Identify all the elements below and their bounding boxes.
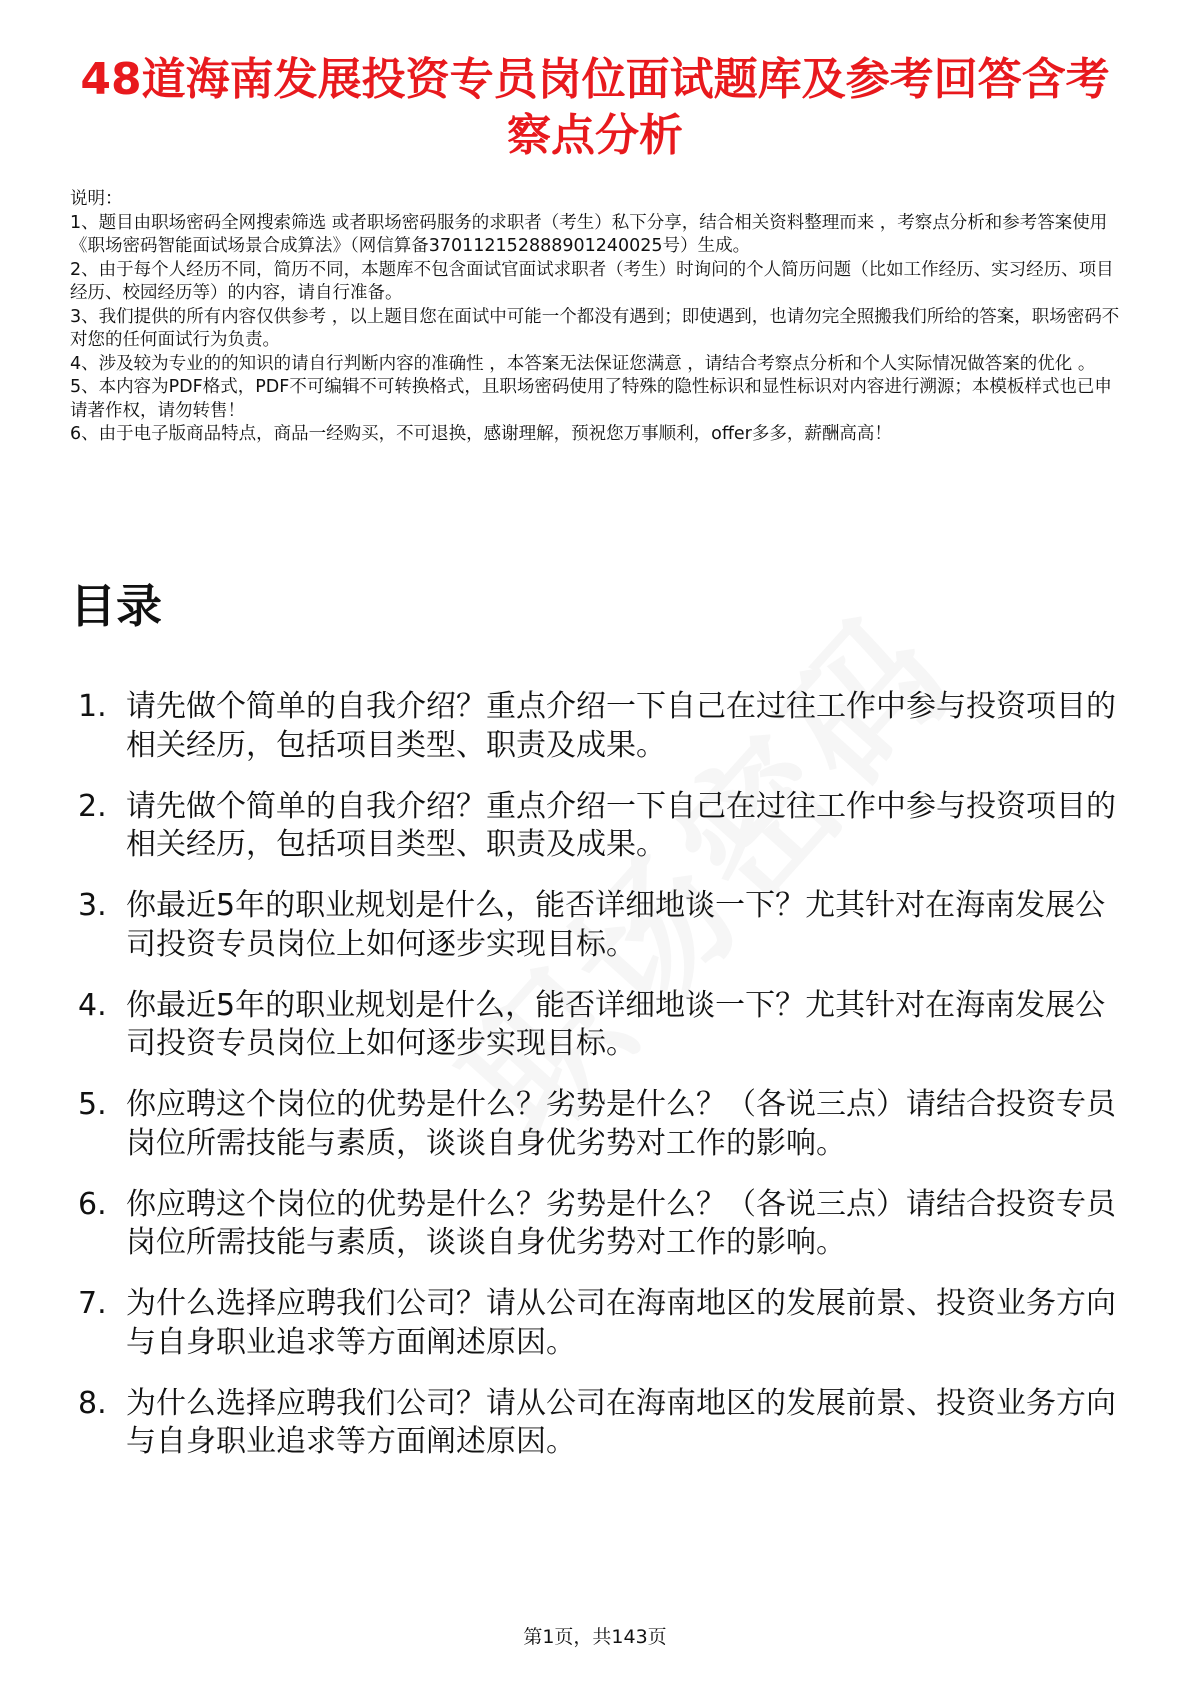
toc-item-number: 8. bbox=[78, 1385, 107, 1421]
toc-item-text: 你最近5年的职业规划是什么，能否详细地谈一下？尤其针对在海南发展公司投资专员岗位上如何逐步实现目标。 bbox=[126, 888, 1106, 962]
page-footer: 第1页，共143页 bbox=[523, 1626, 667, 1648]
toc-item[interactable] bbox=[70, 688, 1130, 765]
note-item: 1、题目由职场密码全网搜索筛选 或者职场密码服务的求职者（考生）私下分享，结合相关资料整理而来 ，考察点分析和参考答案使用《职场密码智能面试场景合成算法》（网信算备370112152888901240025号）生成。 bbox=[70, 212, 1108, 256]
toc-item-text: 你应聘这个岗位的优势是什么？劣势是什么？（各说三点）请结合投资专员岗位所需技能与素质，谈谈自身优劣势对工作的影响。 bbox=[126, 1186, 1116, 1260]
toc-item[interactable] bbox=[70, 1086, 1130, 1163]
notes-label: 说明： bbox=[70, 189, 123, 209]
notes-section bbox=[70, 188, 1120, 447]
toc-item-text: 为什么选择应聘我们公司？请从公司在海南地区的发展前景、投资业务方向与自身职业追求等方面阐述原因。 bbox=[126, 1286, 1116, 1360]
toc-item-number: 3. bbox=[78, 888, 107, 923]
toc-item-number: 6. bbox=[78, 1186, 107, 1222]
toc-item[interactable] bbox=[70, 1385, 1130, 1462]
toc-item-number: 1. bbox=[78, 689, 107, 724]
toc-item[interactable] bbox=[70, 788, 1130, 865]
toc-item[interactable] bbox=[70, 1186, 1130, 1263]
toc-item-number: 5. bbox=[78, 1087, 107, 1122]
toc-item[interactable] bbox=[70, 987, 1130, 1064]
toc-item-text: 为什么选择应聘我们公司？请从公司在海南地区的发展前景、投资业务方向与自身职业追求等方面阐述原因。 bbox=[126, 1385, 1116, 1459]
toc-item-text: 你最近5年的职业规划是什么，能否详细地谈一下？尤其针对在海南发展公司投资专员岗位上如何逐步实现目标。 bbox=[126, 987, 1106, 1061]
toc-item-number: 4. bbox=[78, 987, 107, 1023]
document-title: 48道海南发展投资专员岗位面试题库及参考回答含考察点分析 bbox=[80, 54, 1110, 161]
note-item: 2、由于每个人经历不同，简历不同，本题库不包含面试官面试求职者（考生）时询问的个人简历问题（比如工作经历、实习经历、项目经历、校园经历等）的内容，请自行准备。 bbox=[70, 259, 1114, 303]
note-item: 6、由于电子版商品特点，商品一经购买，不可退换，感谢理解，预祝您万事顺利，offer多多，薪酬高高！ bbox=[70, 424, 892, 444]
toc-item[interactable] bbox=[70, 887, 1130, 964]
note-item: 5、本内容为PDF格式，PDF不可编辑不可转换格式，且职场密码使用了特殊的隐性标识和显性标识对内容进行溯源；本模板样式也已申请著作权，请勿转售！ bbox=[70, 377, 1112, 421]
toc-item-number: 7. bbox=[78, 1286, 107, 1321]
note-item: 3、我们提供的所有内容仅供参考 ，以上题目您在面试中可能一个都没有遇到；即使遇到，也请勿完全照搬我们所给的答案，职场密码不对您的任何面试行为负责。 bbox=[70, 306, 1120, 350]
toc-item-text: 请先做个简单的自我介绍？重点介绍一下自己在过往工作中参与投资项目的相关经历，包括项目类型、职责及成果。 bbox=[126, 788, 1116, 862]
note-item: 4、涉及较为专业的的知识的请自行判断内容的准确性 ，本答案无法保证您满意 ，请结合考察点分析和个人实际情况做答案的优化 。 bbox=[70, 353, 1096, 374]
toc-heading: 目录 bbox=[70, 579, 162, 633]
toc-item-text: 请先做个简单的自我介绍？重点介绍一下自己在过往工作中参与投资项目的相关经历，包括项目类型、职责及成果。 bbox=[126, 689, 1116, 763]
toc-list bbox=[70, 688, 1130, 1484]
toc-item-text: 你应聘这个岗位的优势是什么？劣势是什么？（各说三点）请结合投资专员岗位所需技能与素质，谈谈自身优劣势对工作的影响。 bbox=[126, 1087, 1116, 1161]
toc-item-number: 2. bbox=[78, 788, 107, 824]
toc-item[interactable] bbox=[70, 1285, 1130, 1362]
